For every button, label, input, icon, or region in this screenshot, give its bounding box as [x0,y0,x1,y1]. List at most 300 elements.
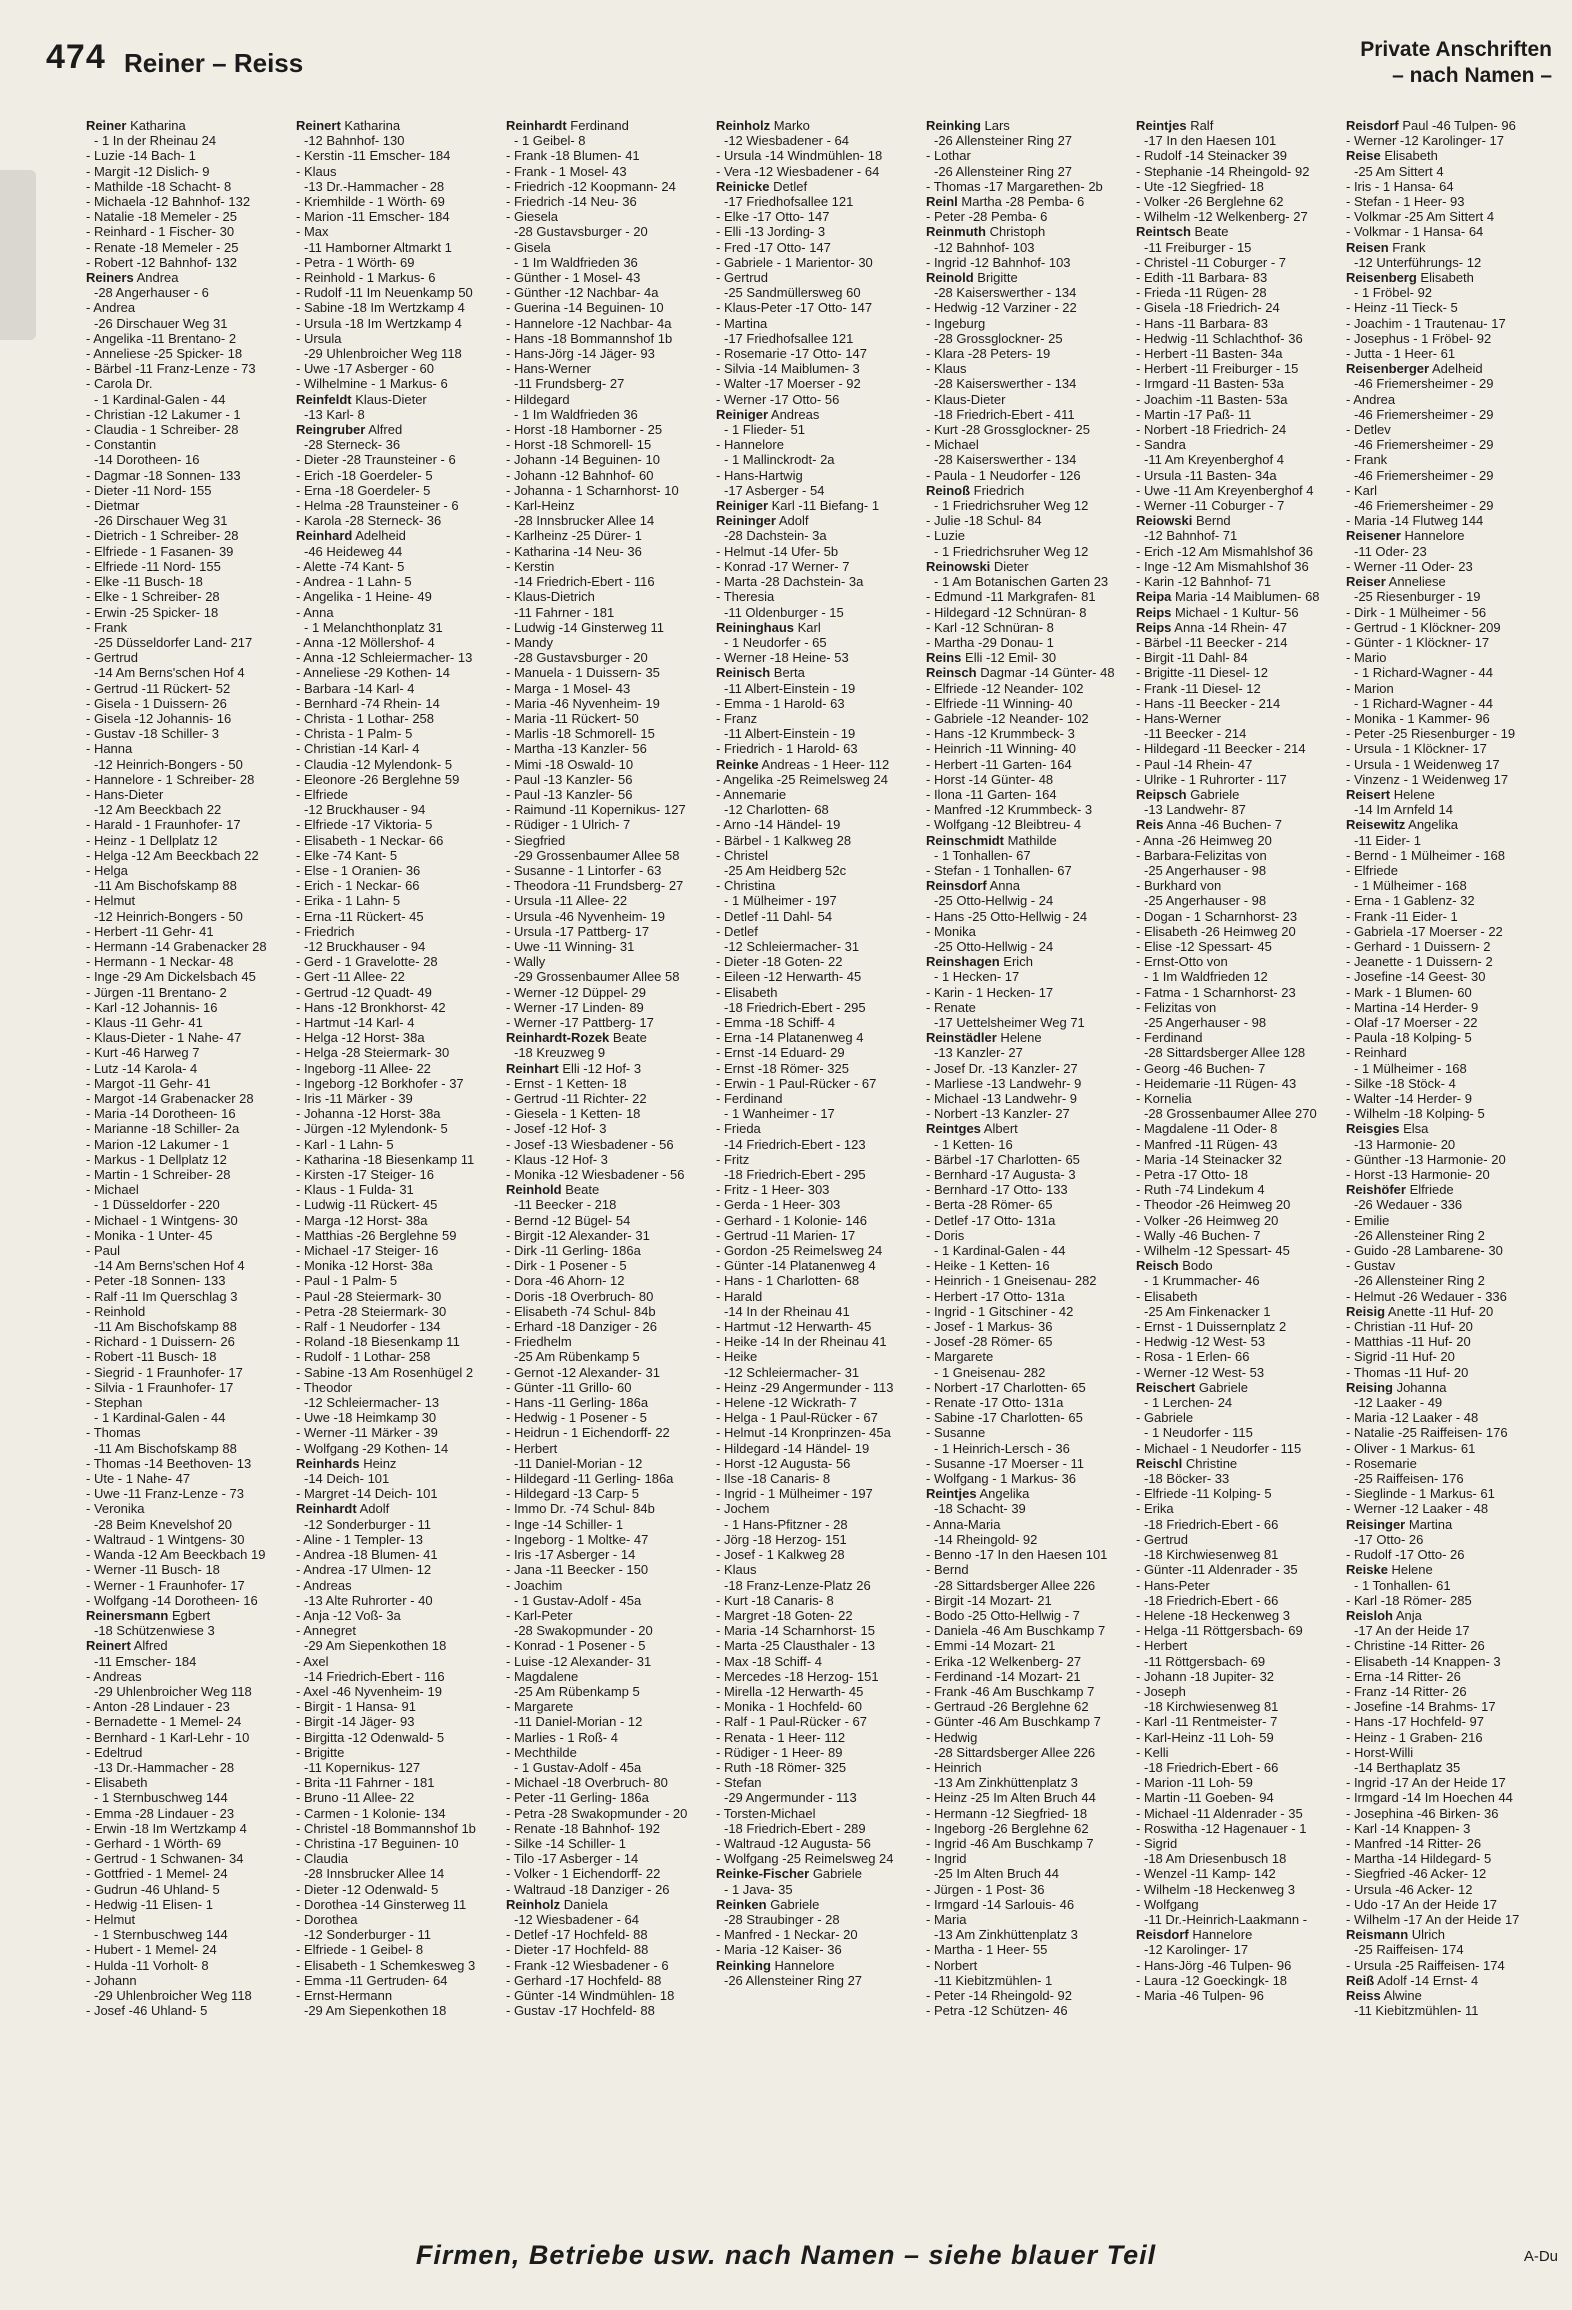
surname: Reisloh [1346,1607,1393,1623]
person-entry: - Bärbel -11 Beecker - 214 [1136,634,1288,650]
entry-detail: Daniela [560,1896,608,1912]
person-entry: - Martin -11 Goeben- 94 [1136,1790,1274,1806]
person-entry: - Burkhard von [1136,878,1222,894]
person-entry: - Elisabeth - 1 Neckar- 66 [296,832,444,848]
address-line: -11 Freiburger - 15 [1144,239,1252,255]
surname-entry [1136,1456,1344,1471]
person-entry: - Hans-Peter [1136,1577,1210,1593]
person-entry: - Inge -14 Schiller- 1 [506,1516,624,1532]
person-entry: - Raimund -11 Kopernikus- 127 [506,802,686,818]
person-entry: - Martha -13 Kanzler- 56 [506,741,647,757]
address-line: -26 Allensteiner Ring 2 [1354,1273,1485,1289]
address-line: -13 Karl- 8 [304,406,365,422]
person-entry: - Ingrid -17 An der Heide 17 [1346,1775,1506,1791]
person-entry: - Jana -11 Beecker - 150 [506,1562,649,1578]
person-entry: - Stefan [716,1775,762,1791]
person-entry: - Reinhard - 1 Fischer- 30 [86,224,235,240]
person-entry: - Josef -13 Wiesbadener - 56 [506,1136,674,1152]
address-line: - 1 Java- 35 [724,1881,793,1897]
entry-detail: Frank [1388,239,1426,255]
surname: Reins [926,650,962,666]
person-entry: - Werner -17 Otto- 56 [716,391,840,407]
entry-detail: Michael - 1 Kultur- 56 [1171,604,1299,620]
person-entry: - Frank -46 Am Buschkamp 7 [926,1683,1095,1699]
person-entry: - Rudolf - 1 Lothar- 258 [296,1349,431,1365]
address-line: -25 Sandmüllersweg 60 [724,285,861,301]
person-entry: - Hedwig - 1 Posener - 5 [506,1410,647,1426]
address-line: - 1 Sternbuschweg 144 [94,1927,228,1943]
person-entry: - Helmut -26 Wedauer - 336 [1346,1288,1507,1304]
person-entry: - Anja -12 Voß- 3a [296,1607,401,1623]
person-entry: - Annegret [296,1623,356,1639]
entry-detail: Anna -14 Rhein- 47 [1171,619,1288,635]
person-entry: - Gottfried - 1 Memel- 24 [86,1866,228,1882]
address-line: - 1 Kardinal-Galen - 44 [94,1410,226,1426]
surname-entry [716,1897,924,1912]
person-entry: - Karl -14 Knappen- 3 [1346,1820,1471,1836]
person-entry: - Jürgen - 1 Post- 36 [926,1881,1045,1897]
person-entry: - Michael -11 Aldenrader - 35 [1136,1805,1303,1821]
person-entry: - Michael - 1 Neudorfer - 115 [1136,1440,1302,1456]
address-line: -25 Raiffeisen- 176 [1354,1471,1464,1487]
person-entry: - Emilie [1346,1212,1390,1228]
address-line: -17 Asberger - 54 [724,482,825,498]
address-line: -11 Oldenburger - 15 [724,604,844,620]
person-entry: - Elfriede -11 Winning- 40 [926,695,1073,711]
person-entry: - Andrea -18 Blumen- 41 [296,1547,438,1563]
page-number: 474 [46,38,106,76]
person-entry: - Uwe -11 Franz-Lenze - 73 [86,1486,244,1502]
person-entry: - Iris - 1 Hansa- 64 [1346,178,1454,194]
surname-entry [926,270,1134,285]
surname-entry [1346,1517,1554,1532]
person-entry: - Dora -46 Ahorn- 12 [506,1273,625,1289]
entry-detail: Johanna [1392,1379,1447,1395]
person-entry: - Kriemhilde - 1 Wörth- 69 [296,194,445,210]
person-entry: - Ingrid - 1 Gitschiner - 42 [926,1303,1074,1319]
person-entry: - Hans -11 Barbara- 83 [1136,315,1268,331]
address-line: - 1 Düsseldorfer - 220 [94,1197,220,1213]
address-line: - 1 Richard-Wagner - 44 [1354,665,1493,681]
surname-entry [1346,1988,1554,2003]
surname: Reinert [86,1638,131,1654]
address-line: -25 Otto-Hellwig - 24 [934,938,1054,954]
address-line: -25 Angerhauser - 98 [1144,893,1267,909]
person-entry: - Heinrich [926,1759,982,1775]
person-entry: - Andrea -17 Ulmen- 12 [296,1562,432,1578]
person-entry: - Manfred -11 Rügen- 43 [1136,1136,1278,1152]
surname: Reinke [716,756,759,772]
person-entry: - Wolfgang [1136,1896,1199,1912]
person-entry: - Kerstin -11 Emscher- 184 [296,148,451,164]
person-entry: - Hildegard -14 Händel- 19 [716,1440,870,1456]
person-entry: - Giesela [506,209,559,225]
entry-detail: Alfred [130,1638,168,1654]
person-entry: - Ferdinand -14 Mozart- 21 [926,1668,1081,1684]
person-entry: - Paul -28 Steiermark- 30 [296,1288,442,1304]
person-entry: - Werner -18 Heine- 53 [716,650,849,666]
person-entry: - Bernhard -17 Augusta- 3 [926,1167,1076,1183]
person-entry: - Siegfried -46 Acker- 12 [1346,1866,1487,1882]
person-entry: - Iris -17 Asberger - 14 [506,1547,636,1563]
person-entry: - Andreas [296,1577,352,1593]
person-entry: - Bernd [926,1562,969,1578]
person-entry: - Barbara -14 Karl- 4 [296,680,415,696]
person-entry: - Ulrike - 1 Ruhrorter - 117 [1136,771,1287,787]
person-entry: - Helga - 1 Paul-Rücker - 67 [716,1410,878,1426]
address-line: -26 Allensteiner Ring 2 [1354,1227,1485,1243]
address-line: - 1 Im Waldfrieden 36 [514,406,638,422]
person-entry: - Hildegard -13 Carp- 5 [506,1486,639,1502]
person-entry: - Klaus [926,361,967,377]
person-entry: - Bernhard - 1 Karl-Lehr - 10 [86,1729,250,1745]
person-entry: - Berta -28 Römer- 65 [926,1197,1053,1213]
entry-detail: Detlef [769,178,808,194]
person-entry: - Gabriele -12 Neander- 102 [926,710,1089,726]
surname-entry [1136,605,1344,620]
entry-detail: Adolf [775,513,809,529]
person-entry: - Hans-Hartwig [716,467,803,483]
person-entry: - Emma -11 Gertruden- 64 [296,1972,448,1988]
person-entry: - Hermann - 1 Neckar- 48 [86,954,234,970]
person-entry: - Karl-Peter [506,1607,573,1623]
person-entry: - Frank -11 Eider- 1 [1346,908,1458,924]
person-entry: - Natalie -18 Memeler - 25 [86,209,237,225]
surname-entry [716,179,924,194]
address-line: -12 Am Beeckbach 22 [94,802,222,818]
person-entry: - Johann -12 Bahnhof- 60 [506,467,654,483]
person-entry: - Gordon -25 Reimelsweg 24 [716,1243,883,1259]
page-range: Reiner – Reiss [124,48,304,78]
directory-column-4 [716,118,924,2198]
address-line: -28 Gustavsburger - 20 [514,650,648,666]
person-entry: - Gertrud [1136,1531,1189,1547]
surname-entry [296,118,504,133]
person-entry: - Ursula -17 Pattberg- 17 [506,923,650,939]
person-entry: - Paula - 1 Neudorfer - 126 [926,467,1081,483]
person-entry: - Hans -11 Gerling- 186a [506,1395,649,1411]
surname-entry [1346,1562,1554,1577]
address-line: -11 Eider- 1 [1354,832,1421,848]
surname-entry [716,665,924,680]
surname: Reiniger [716,406,769,422]
surname: Reinowski [926,558,991,574]
address-line: - 1 Kardinal-Galen - 44 [934,1243,1066,1259]
person-entry: - Renate -18 Bahnhof- 192 [506,1820,660,1836]
person-entry: - Konrad - 1 Posener - 5 [506,1638,646,1654]
person-entry: - Martha -14 Hildegard- 5 [1346,1851,1492,1867]
address-line: -11 Kopernikus- 127 [304,1759,421,1775]
person-entry: - Bärbel -17 Charlotten- 65 [926,1151,1080,1167]
person-entry: - Jürgen -12 Mylendonk- 5 [296,1121,448,1137]
address-line: - 1 Gneisenau- 282 [934,1364,1046,1380]
person-entry: - Rosa - 1 Erlen- 66 [1136,1349,1250,1365]
surname-entry [1346,148,1554,163]
person-entry: - Theodora -11 Frundsberg- 27 [506,878,684,894]
address-line: -12 Karolinger- 17 [1144,1942,1249,1958]
entry-detail: Beate [609,1030,647,1046]
address-line: -18 Schützenwiese 3 [94,1623,215,1639]
person-entry: - Max [296,224,329,240]
address-line: -11 Daniel-Morian - 12 [514,1455,643,1471]
person-entry: - Hanna [86,741,133,757]
person-entry: - Sigrid [1136,1835,1178,1851]
entry-detail: Heinz [359,1455,397,1471]
surname: Reinsdorf [926,878,987,894]
address-line: -26 Wedauer - 336 [1354,1197,1463,1213]
entry-detail: Paul -46 Tulpen- 96 [1398,118,1516,133]
person-entry: - Max -18 Schiff- 4 [716,1653,822,1669]
surname-entry [1346,1927,1554,1942]
person-entry: - Wanda -12 Am Beeckbach 19 [86,1547,266,1563]
directory-columns [86,118,1556,2198]
address-line: -11 Daniel-Morian - 12 [514,1714,643,1730]
entry-detail: Marko [770,118,810,133]
person-entry: - Elisabeth [86,1775,148,1791]
person-entry: - Theodor [296,1379,353,1395]
entry-detail: Alwine [1380,1987,1422,2003]
entry-detail: Klaus-Dieter [351,391,427,407]
person-entry: - Claudia - 1 Schreiber- 28 [86,422,239,438]
entry-detail: Anna [986,878,1020,894]
person-entry: - Bärbel - 1 Kalkweg 28 [716,832,852,848]
address-line: -28 Innsbrucker Allee 14 [304,1866,445,1882]
surname-entry [926,665,1134,680]
person-entry: - Bruno -11 Allee- 22 [296,1790,415,1806]
address-line: -11 Emscher- 184 [94,1653,197,1669]
address-line: - 1 Richard-Wagner - 44 [1354,695,1493,711]
person-entry: - Herbert -11 Gehr- 41 [86,923,214,939]
person-entry: - Elli -13 Jording- 3 [716,224,826,240]
person-entry: - Manfred -12 Krummbeck- 3 [926,802,1093,818]
person-entry: - Elfriede - 1 Geibel- 8 [296,1942,424,1958]
person-entry: - Sandra [1136,437,1186,453]
person-entry: - Klara -28 Peters- 19 [926,346,1051,362]
address-line: -11 Frundsberg- 27 [514,376,625,392]
surname: Reiss [1346,1987,1381,2003]
address-line: -18 Friedrich-Ebert - 66 [1144,1592,1279,1608]
address-line: - 1 Am Botanischen Garten 23 [934,574,1109,590]
surname-entry [926,650,1134,665]
entry-detail: Gabriele [1186,786,1240,802]
side-tab [0,170,36,340]
surname-entry [506,1030,714,1045]
surname-entry [86,270,294,285]
entry-detail: Elisabeth [1416,270,1474,286]
surname-entry [1136,118,1344,133]
address-line: -12 Bahnhof- 103 [934,239,1035,255]
surname-entry [926,118,1134,133]
person-entry: - Hans -12 Bronkhorst- 42 [296,999,446,1015]
address-line: -28 Swakopmunder - 20 [514,1623,653,1639]
address-line: -28 Sittardsberger Allee 128 [1144,1045,1306,1061]
address-line: -13 Kanzler- 27 [934,1045,1023,1061]
person-entry: - Gertrud - 1 Schwanen- 34 [86,1851,244,1867]
person-entry: - Paul [86,1243,120,1259]
person-entry: - Sabine -17 Charlotten- 65 [926,1410,1083,1426]
person-entry: - Maria [926,1911,967,1927]
person-entry: - Michael -18 Overbruch- 80 [506,1775,668,1791]
person-entry: - Elfriede -12 Neander- 102 [926,680,1084,696]
entry-detail: Beate [1190,224,1229,240]
entry-detail: Anja [1392,1607,1422,1623]
person-entry: - Martin - 1 Schreiber- 28 [86,1167,231,1183]
address-line: -14 Dorotheen- 16 [94,452,200,468]
person-entry: - Wolfgang -29 Kothen- 14 [296,1440,449,1456]
person-entry: - Rosemarie -17 Otto- 147 [716,346,868,362]
person-entry: - Horst-Willi [1346,1744,1414,1760]
person-entry: - Helene -18 Heckenweg 3 [1136,1607,1290,1623]
person-entry: - Ruth -74 Lindekum 4 [1136,1182,1265,1198]
person-entry: - Udo -17 An der Heide 17 [1346,1896,1498,1912]
address-line: -13 Alte Ruhrorter - 40 [304,1592,433,1608]
person-entry: - Wilhelm -12 Spessart- 45 [1136,1243,1290,1259]
person-entry: - Ilona -11 Garten- 164 [926,786,1057,802]
person-entry: - Karl - 1 Lahn- 5 [296,1136,394,1152]
person-entry: - Thomas -11 Huf- 20 [1346,1364,1469,1380]
person-entry: - Reinhold - 1 Markus- 6 [296,270,436,286]
address-line: - 1 Neudorfer - 65 [724,634,827,650]
entry-detail: Martha -28 Pemba- 6 [957,194,1085,210]
person-entry: - Susanne -17 Moerser - 11 [926,1455,1084,1471]
surname-entry [296,1456,504,1471]
person-entry: - Helmut -14 Kronprinzen- 45a [716,1425,891,1441]
person-entry: - Paul -13 Kanzler- 56 [506,771,633,787]
person-entry: - Klaus [716,1562,757,1578]
person-entry: - Karin -12 Bahnhof- 71 [1136,574,1272,590]
surname: Reininghaus [716,619,795,635]
person-entry: - Ursula - 1 Weidenweg 17 [1346,756,1500,772]
person-entry: - Erich - 1 Neckar- 66 [296,878,420,894]
person-entry: - Oliver - 1 Markus- 61 [1346,1440,1476,1456]
person-entry: - Birgit - 1 Hansa- 91 [296,1699,416,1715]
person-entry: - Hans-Jörg -14 Jäger- 93 [506,346,655,362]
person-entry: - Erika [1136,1501,1174,1517]
person-entry: - Michael [86,1182,139,1198]
person-entry: - Heinz -29 Angermunder - 113 [716,1379,894,1395]
person-entry: - Erna -14 Platanenweg 4 [716,1030,864,1046]
person-entry: - Ursula - 1 Klöckner- 17 [1346,741,1487,757]
person-entry: - Hans-Jörg -46 Tulpen- 96 [1136,1957,1292,1973]
person-entry: - Herbert -11 Basten- 34a [1136,346,1283,362]
address-line: -28 Sittardsberger Allee 226 [934,1577,1096,1593]
person-entry: - Elfriede -11 Kolping- 5 [1136,1486,1272,1502]
address-line: -29 Uhlenbroicher Weg 118 [94,1683,252,1699]
person-entry: - Stephanie -14 Rheingold- 92 [1136,163,1310,179]
surname: Reisig [1346,1303,1386,1319]
person-entry: - Kurt -18 Canaris- 8 [716,1592,834,1608]
surname: Reinicke [716,178,770,194]
entry-detail: Gabriele [1195,1379,1248,1395]
person-entry: - Laura -12 Goeckingk- 18 [1136,1972,1288,1988]
address-line: -28 Dachstein- 3a [724,528,827,544]
person-entry: - Josef - 1 Kalkweg 28 [716,1547,845,1563]
surname-entry [716,1866,924,1881]
person-entry: - Karl-Heinz -11 Loh- 59 [1136,1729,1274,1745]
surname: Reiniger [716,498,769,514]
person-entry: - Sabine -13 Am Rosenhügel 2 [296,1364,474,1380]
surname-entry [926,1121,1134,1136]
person-entry: - Marion -11 Loh- 59 [1136,1775,1253,1791]
address-line: -14 Berthaplatz 35 [1354,1759,1461,1775]
person-entry: - Anton -28 Lindauer - 23 [86,1699,230,1715]
address-line: -46 Friemersheimer - 29 [1354,498,1494,514]
entry-detail: Elfriede [1405,1182,1454,1198]
person-entry: - Stefan - 1 Heer- 93 [1346,194,1465,210]
person-entry: - Mercedes -18 Herzog- 151 [716,1668,879,1684]
person-entry: - Katharina -18 Biesenkamp 11 [296,1151,475,1167]
entry-detail: Christine [1182,1455,1238,1471]
person-entry: - Monika -12 Wiesbadener - 56 [506,1167,685,1183]
person-entry: - Ilse -18 Canaris- 8 [716,1471,831,1487]
person-entry: - Ludwig -14 Ginsterweg 11 [506,619,665,635]
address-line: -18 Kirchwiesenweg 81 [1144,1699,1279,1715]
surname: Reinhart [506,1060,559,1076]
person-entry: - Monika - 1 Hochfeld- 60 [716,1699,862,1715]
address-line: -28 Kaiserswerther - 134 [934,376,1077,392]
entry-detail: Dieter [990,558,1029,574]
person-entry: - Jutta - 1 Heer- 61 [1346,346,1456,362]
address-line: -29 Grossenbaumer Allee 58 [514,847,680,863]
address-line: -18 Friedrich-Ebert - 295 [724,1167,866,1183]
address-line: - 1 Im Waldfrieden 12 [1144,969,1268,985]
person-entry: - Josef -12 Hof- 3 [506,1121,607,1137]
person-entry: - Hartmut -14 Karl- 4 [296,1014,415,1030]
person-entry: - Manfred -14 Ritter- 26 [1346,1835,1482,1851]
person-entry: - Erna - 1 Gablenz- 32 [1346,893,1475,909]
person-entry: - Robert -11 Busch- 18 [86,1349,217,1365]
person-entry: - Uwe -17 Asberger - 60 [296,361,435,377]
person-entry: - Gerda - 1 Heer- 303 [716,1197,841,1213]
entry-detail: Anna -46 Buchen- 7 [1163,817,1282,833]
address-line: -12 Wiesbadener - 64 [724,133,850,149]
address-line: -29 Grossenbaumer Allee 58 [514,969,680,985]
person-entry: - Elise -12 Spessart- 45 [1136,938,1272,954]
surname: Reiners [86,270,134,286]
person-entry: - Karlheinz -25 Dürer- 1 [506,528,642,544]
person-entry: - Karl -18 Römer- 285 [1346,1592,1472,1608]
person-entry: - Josef Dr. -13 Kanzler- 27 [926,1060,1078,1076]
address-line: -46 Friemersheimer - 29 [1354,467,1494,483]
person-entry: - Josephus - 1 Fröbel- 92 [1346,330,1492,346]
surname: Reinhardt [506,118,567,133]
surname: Reis [1136,817,1164,833]
entry-detail: Adolf -14 Ernst- 4 [1374,1972,1479,1988]
person-entry: - Heinz - 1 Dellplatz 12 [86,832,218,848]
surname-entry [1136,787,1344,802]
person-entry: - Uwe -18 Heimkamp 30 [296,1410,437,1426]
address-line: - 1 Wanheimer - 17 [724,1106,835,1122]
address-line: -12 Sonderburger - 11 [304,1927,431,1943]
person-entry: - Margot -11 Gehr- 41 [86,1075,211,1091]
person-entry: - Friedrich -14 Neu- 36 [506,194,637,210]
address-line: -28 Sittardsberger Allee 226 [934,1744,1096,1760]
person-entry: - Christian -12 Lakumer - 1 [86,406,241,422]
person-entry: - Frank -18 Blumen- 41 [506,148,640,164]
person-entry: - Dieter -18 Goten- 22 [716,954,843,970]
person-entry: - Luzie -14 Bach- 1 [86,148,196,164]
person-entry: - Detlef -17 Otto- 131a [926,1212,1056,1228]
directory-column-7 [1346,118,1554,2198]
person-entry: - Michael [926,437,979,453]
person-entry: - Gertraud -26 Berglehne 62 [926,1699,1089,1715]
person-entry: - Margit -12 Dislich- 9 [86,163,210,179]
person-entry: - Hans-Werner [506,361,592,377]
surname: Reiowski [1136,513,1193,529]
entry-detail: Friedrich [970,482,1025,498]
person-entry: - Ingrid -12 Bahnhof- 103 [926,254,1071,270]
directory-column-5 [926,118,1134,2198]
